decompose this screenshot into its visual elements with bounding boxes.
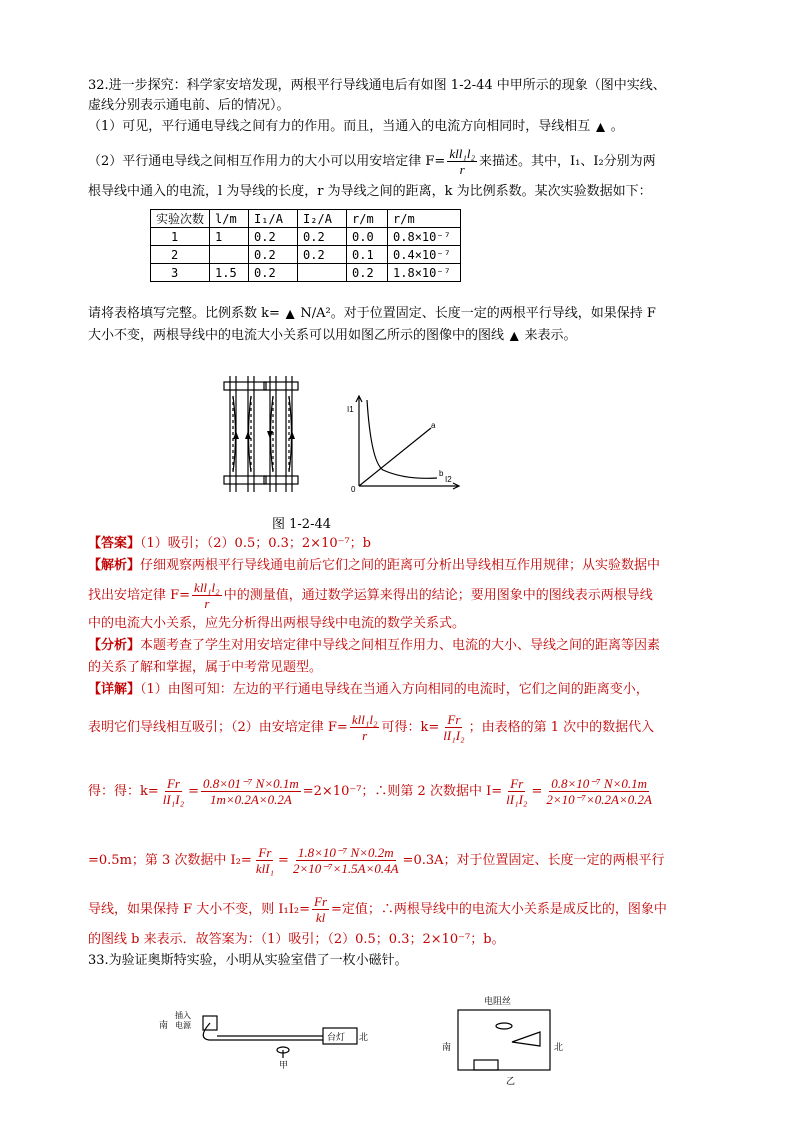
table-header-cell: I₂/A (298, 210, 347, 228)
table-header-row (151, 210, 461, 228)
curve-b (367, 400, 437, 478)
north-label: 北 (359, 1032, 369, 1042)
table-cell: 1 (151, 228, 210, 246)
table-cell: 0.2 (249, 264, 298, 282)
formula-denominator: r (204, 596, 210, 611)
formula-numerator: kll₁l₂ (351, 712, 378, 727)
switch (512, 1032, 540, 1046)
k-numerator: Fr (166, 776, 180, 791)
power-label: 电源 (175, 1021, 191, 1030)
detail-line-3: 得：得：k= $\frac{Fr}{\text{lI₁I₂}}$ = $\frac{\text{0.8×01⁻⁷ N×0.1m}}{1m\times 0.2A\times 0.2A}$ =2×10⁻⁷；∴则第 2 次数据中 I= $\frac{Fr}{\text{lI₁I₂}}$ = $\frac{\text{0.8×10⁻⁷ N×0.1m}}{\text{2×10⁻⁷×0.2A×0.2A}}$ (88, 776, 652, 807)
curve-b-label: b (439, 469, 444, 478)
q32-line-6 (88, 304, 656, 324)
table-cell: 0.0 (347, 228, 388, 246)
formula-numerator: kll₁l₂ (194, 580, 220, 595)
plug-label: 插入 (175, 1011, 191, 1020)
k-numerator: Fr (447, 712, 461, 727)
table-row (151, 264, 461, 282)
q32-line-5: 根导线中通入的电流，l 为导线的长度，r 为导线之间的距离，k 为比例系数。某次实验数据如下： (88, 184, 652, 199)
detail-line-1 (88, 680, 649, 700)
q32-line-3-end: 。 (610, 119, 624, 134)
detail-text-1: （1）由图可知：左边的平行通电导线在当通入方向相同的电流时，它们之间的距离变小， (140, 682, 649, 697)
detail-text-4c: =0.3A；对于位置固定、长度一定的两根平行 (402, 853, 665, 868)
q32-line-4-end: 来描述。其中，I₁、I₂分别为两 (478, 154, 656, 169)
table-cell: 0.2 (249, 228, 298, 246)
table-cell: 0.2 (249, 246, 298, 264)
table-row (151, 228, 461, 246)
fenxi-line-1 (88, 636, 660, 656)
detail-text-4b: = (278, 853, 289, 868)
q32-line-2: 虚线分别表示通电前、后的情况）。 (88, 98, 290, 113)
table-header-cell: l/m (210, 210, 249, 228)
analysis-line-2 (88, 580, 653, 611)
i2-sub-denominator: 2×10⁻⁷×1.5A×0.4A (292, 861, 399, 876)
formula-numerator: kll₁l₂ (449, 146, 475, 161)
wire (203, 1023, 323, 1040)
q33-line-1: 33.为验证奥斯特实验，小明从实验室借了一枚小磁针。 (88, 953, 408, 968)
formula-denominator: r (362, 728, 368, 743)
l-formula (504, 776, 529, 807)
table-cell (210, 246, 249, 264)
i2-denominator: klI₁ (255, 861, 275, 876)
table-header-cell: r/m (388, 210, 461, 228)
resistance-wire-label: 电阻丝 (484, 996, 512, 1006)
analysis-text-1: 仔细观察两根平行导线通电前后它们之间的距离可分析出导线相互作用规律；从实验数据中 (140, 558, 661, 573)
product-numerator: Fr (314, 894, 328, 909)
answer-blank-3: ▲ (510, 329, 519, 342)
ampere-formula (192, 580, 222, 611)
current-graph (345, 392, 465, 496)
detail-line-6: 的图线 b 来表示．故答案为：（1）吸引；（2）0.5；0.3；2×10⁻⁷；b。 (88, 932, 505, 947)
q32-line-4 (88, 146, 656, 177)
table-cell (298, 264, 347, 282)
formula-denominator: r (459, 162, 465, 177)
line-a (359, 428, 431, 486)
l-sub-denominator: 2×10⁻⁷×0.2A×0.2A (546, 792, 652, 807)
battery (474, 1060, 498, 1070)
fenxi-line-2: 的关系了解和掌握，属于中考常见题型。 (88, 660, 323, 675)
l-substitution (544, 776, 654, 807)
detail-text-2b: 可得：k= (381, 720, 440, 735)
ampere-formula (447, 146, 477, 177)
oersted-figure-a (155, 1010, 369, 1070)
detail-text-3b: =2×10⁻⁷；∴则第 2 次数据中 I= (302, 784, 503, 799)
ampere-formula (350, 712, 380, 743)
k-substitution (201, 776, 301, 807)
analysis-text-2a: 找出安培定律 F= (88, 588, 191, 603)
detail-line-4 (88, 845, 665, 876)
analysis-tag: 【解析】 (88, 558, 141, 573)
table-cell: 0.2 (298, 228, 347, 246)
detail-text-3c: = (531, 784, 543, 799)
q32-line-6-end: N/A²。对于位置固定、长度一定的两根平行导线，如果保持 F (300, 306, 656, 321)
detail-text-5b: =定值；∴两根导线中的电流大小关系是成反比的，图象中 (331, 902, 667, 917)
q32-line-7-text: 大小不变，两根导线中的电流大小关系可以用如图乙所示的图像中的图线 (88, 328, 505, 343)
table-cell: 1 (210, 228, 249, 246)
y-axis-label: I1 (347, 405, 354, 414)
parallel-wires-figure (220, 376, 300, 496)
i2-sub-numerator: 1.8×10⁻⁷ N×0.2m (297, 845, 394, 860)
k-denominator: lI₁I₂ (443, 728, 465, 743)
north-label-b: 北 (554, 1042, 564, 1052)
fenxi-tag: 【分析】 (88, 638, 141, 653)
k-formula (441, 712, 466, 743)
product-formula (312, 894, 329, 925)
q32-line-7 (88, 326, 577, 346)
i2-substitution (291, 845, 401, 876)
answer-blank-1: ▲ (596, 120, 605, 133)
q32-line-3 (88, 117, 624, 137)
k-sub-numerator: 0.8×01⁻⁷ N×0.1m (203, 776, 299, 791)
south-label: 南 (159, 1020, 169, 1030)
table-cell: 0.2 (347, 264, 388, 282)
l-sub-numerator: 0.8×10⁻⁷ N×0.1m (551, 776, 648, 791)
table-cell: 1.8×10⁻⁷ (388, 264, 461, 282)
table-header-cell: 实验次数 (151, 210, 210, 228)
detail-tag: 【详解】 (88, 682, 141, 697)
table-header-cell: I₁/A (249, 210, 298, 228)
table-cell: 0.8×10⁻⁷ (388, 228, 461, 246)
q32-line-4-text: （2）平行通电导线之间相互作用力的大小可以用安培定律 F= (88, 154, 446, 169)
k-sub-denominator: 1m×0.2A×0.2A (209, 792, 292, 807)
answer-tag: 【答案】 (88, 536, 141, 551)
detail-text-5a: 导线，如果保持 F 大小不变，则 I₁I₂= (88, 902, 311, 917)
detail-text-4a: =0.5m；第 3 次数据中 I₂= (88, 853, 252, 868)
x-axis-label: I2 (445, 475, 452, 484)
analysis-line-3: 中的电流大小关系，应先分析得出两根导线中电流的数学关系式。 (88, 616, 466, 631)
oersted-figure-b (440, 994, 570, 1086)
south-label-b: 南 (442, 1042, 452, 1052)
lamp-label: 台灯 (327, 1032, 346, 1042)
compass-needle-b (496, 1023, 512, 1029)
figure-caption: 图 1-2-44 (272, 517, 332, 532)
k-formula (161, 776, 186, 807)
table-cell: 3 (151, 264, 210, 282)
table-cell: 0.2 (298, 246, 347, 264)
answer-line (88, 534, 371, 554)
table-cell: 0.1 (347, 246, 388, 264)
l-numerator: Fr (510, 776, 524, 791)
detail-text-3a: 得：得：k= (88, 784, 159, 799)
answer-blank-2: ▲ (285, 307, 295, 320)
k-denominator: lI₁I₂ (162, 792, 185, 807)
q32-line-1: 32.进一步探究：科学家安培发现，两根平行导线通电后有如图 1-2-44 中甲所示的现象（图中实线、 (88, 78, 666, 93)
fenxi-text-1: 本题考查了学生对用安培定律中导线之间相互作用力、电流的大小、导线之间的距离等因素 (140, 638, 661, 653)
l-denominator: lI₁I₂ (506, 792, 528, 807)
q32-line-3-text: （1）可见，平行通电导线之间有力的作用。而且，当通入的电流方向相同时，导线相互 (88, 119, 591, 134)
figure-a-label: 甲 (279, 1060, 289, 1070)
q32-line-7-end: 来表示。 (524, 328, 577, 343)
experiment-table (150, 209, 461, 282)
circuit-loop (458, 1010, 550, 1070)
table-cell: 2 (151, 246, 210, 264)
q32-line-6-text: 请将表格填写完整。比例系数 k= (88, 306, 280, 321)
detail-line-2 (88, 712, 654, 743)
table-row (151, 246, 461, 264)
analysis-line-1 (88, 556, 660, 576)
table-header-cell: r/m (347, 210, 388, 228)
table-cell: 0.4×10⁻⁷ (388, 246, 461, 264)
origin-label: 0 (351, 485, 356, 494)
detail-text-2c: ；由表格的第 1 次中的数据代入 (468, 720, 655, 735)
detail-text-2a: 表明它们导线相互吸引；（2）由安培定律 F= (88, 720, 348, 735)
i2-formula (254, 845, 276, 876)
detail-line-5 (88, 894, 667, 925)
table-cell: 1.5 (210, 264, 249, 282)
analysis-text-2b: 中的测量值，通过数学运算来得出的结论；要用图象中的图线表示两根导线 (223, 588, 653, 603)
answer-text: （1）吸引；（2）0.5；0.3；2×10⁻⁷；b (140, 536, 372, 551)
curve-a-label: a (431, 421, 436, 430)
product-denominator: kl (315, 910, 326, 925)
i2-numerator: Fr (258, 845, 272, 860)
figure-b-label: 乙 (506, 1076, 516, 1086)
